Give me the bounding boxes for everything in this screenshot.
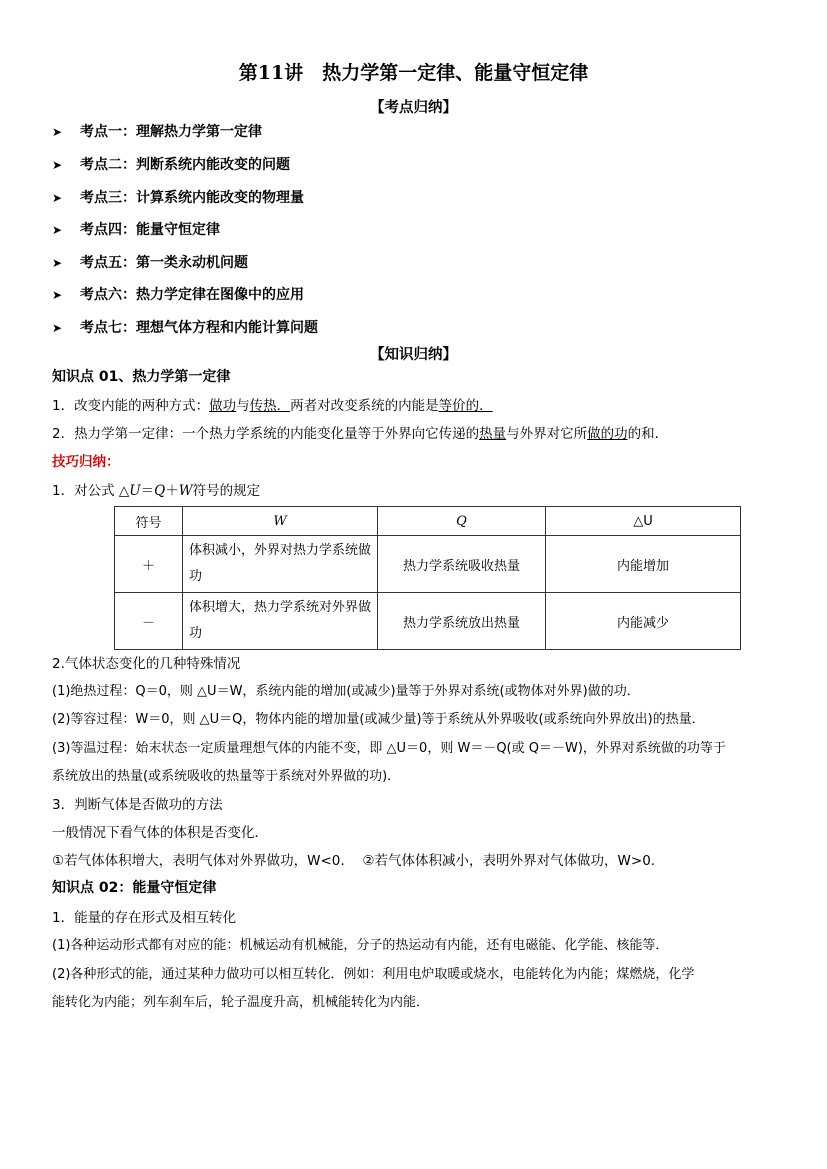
paragraph: (2)等容过程：W＝0，则 △U＝Q，物体内能的增加量(或减少量)等于系统从外界吸收(或系统向外界放出)的热量．: [52, 712, 705, 727]
arrow-bullet-icon: ➤: [52, 288, 63, 302]
table-cell: －: [115, 593, 183, 650]
knowledge-point-title: 知识点 01、热力学第一定律: [52, 369, 231, 385]
page-title: 第11讲 热力学第一定律、能量守恒定律: [238, 62, 589, 84]
table-cell: 热力学系统放出热量: [378, 593, 546, 650]
arrow-bullet-icon: ➤: [52, 191, 63, 205]
paragraph: 一般情况下看气体的体积是否变化．: [52, 825, 268, 841]
arrow-bullet-icon: ➤: [52, 125, 63, 139]
paragraph: 能转化为内能；列车刹车后，轮子温度升高，机械能转化为内能．: [52, 995, 430, 1010]
paragraph: (1)各种运动形式都有对应的能：机械运动有机械能，分子的热运动有内能，还有电磁能、化学能、核能等．: [52, 938, 669, 953]
paragraph: (2)各种形式的能，通过某种力做功可以相互转化．例如：利用电炉取暖或烧水，电能转化为内能；煤燃烧，化学: [52, 967, 695, 982]
tips-label: 技巧归纳：: [52, 454, 120, 470]
table-cell: 热力学系统吸收热量: [378, 536, 546, 593]
table-cell: 体积减小，外界对热力学系统做功: [183, 536, 378, 593]
table-cell: ＋: [115, 536, 183, 593]
paragraph: (1)绝热过程：Q＝0，则 △U＝W，系统内能的增加(或减少)量等于外界对系统(或物体对外界)做的功．: [52, 684, 640, 699]
kaodian-item: ➤ 考点五：第一类永动机问题: [52, 255, 248, 271]
arrow-bullet-icon: ➤: [52, 223, 63, 237]
paragraph: 1．改变内能的两种方式：做功与传热．两者对改变系统的内能是等价的．: [52, 398, 493, 414]
table-cell: 内能增加: [546, 536, 741, 593]
paragraph: 2.气体状态变化的几种特殊情况: [52, 656, 241, 672]
table-header-cell: Q: [378, 507, 546, 536]
kaodian-item: ➤ 考点二：判断系统内能改变的问题: [52, 157, 290, 173]
kaodian-item: ➤ 考点一：理解热力学第一定律: [52, 124, 262, 140]
kaodian-item: ➤ 考点四：能量守恒定律: [52, 222, 220, 238]
paragraph: (3)等温过程：始末状态一定质量理想气体的内能不变，即 △U＝0，则 W＝－Q(或 Q＝－W)，外界对系统做的功等于: [52, 741, 726, 756]
table-cell: 内能减少: [546, 593, 741, 650]
table-header-cell: △U: [546, 507, 741, 536]
zhishi-header: 【知识归纳】: [370, 347, 457, 363]
paragraph: ①若气体体积增大，表明气体对外界做功，W<0. ②若气体体积减小，表明外界对气体做功，W>0.: [52, 853, 656, 869]
table-header-cell: 符号: [115, 507, 183, 536]
knowledge-point-title: 知识点 02：能量守恒定律: [52, 880, 217, 896]
arrow-bullet-icon: ➤: [52, 158, 63, 172]
kaodian-header: 【考点归纳】: [370, 100, 457, 116]
kaodian-item: ➤ 考点三：计算系统内能改变的物理量: [52, 190, 304, 206]
arrow-bullet-icon: ➤: [52, 256, 63, 270]
kaodian-item: ➤ 考点六：热力学定律在图像中的应用: [52, 287, 304, 303]
formula-line: 1．对公式 △U＝Q＋W符号的规定: [52, 483, 261, 499]
table-row: [115, 536, 741, 593]
sign-convention-table: [114, 506, 741, 650]
paragraph: 1．能量的存在形式及相互转化: [52, 910, 237, 926]
paragraph: 2．热力学第一定律：一个热力学系统的内能变化量等于外界向它传递的热量与外界对它所做的功的和．: [52, 426, 669, 442]
paragraph: 系统放出的热量(或系统吸收的热量等于系统对外界做的功)．: [52, 769, 401, 784]
table-header-cell: W: [183, 507, 378, 536]
table-header-row: [115, 507, 741, 536]
arrow-bullet-icon: ➤: [52, 321, 63, 335]
table-cell: 体积增大，热力学系统对外界做功: [183, 593, 378, 650]
paragraph: 3．判断气体是否做功的方法: [52, 797, 223, 813]
table-row: [115, 593, 741, 650]
kaodian-item: ➤ 考点七：理想气体方程和内能计算问题: [52, 320, 318, 336]
